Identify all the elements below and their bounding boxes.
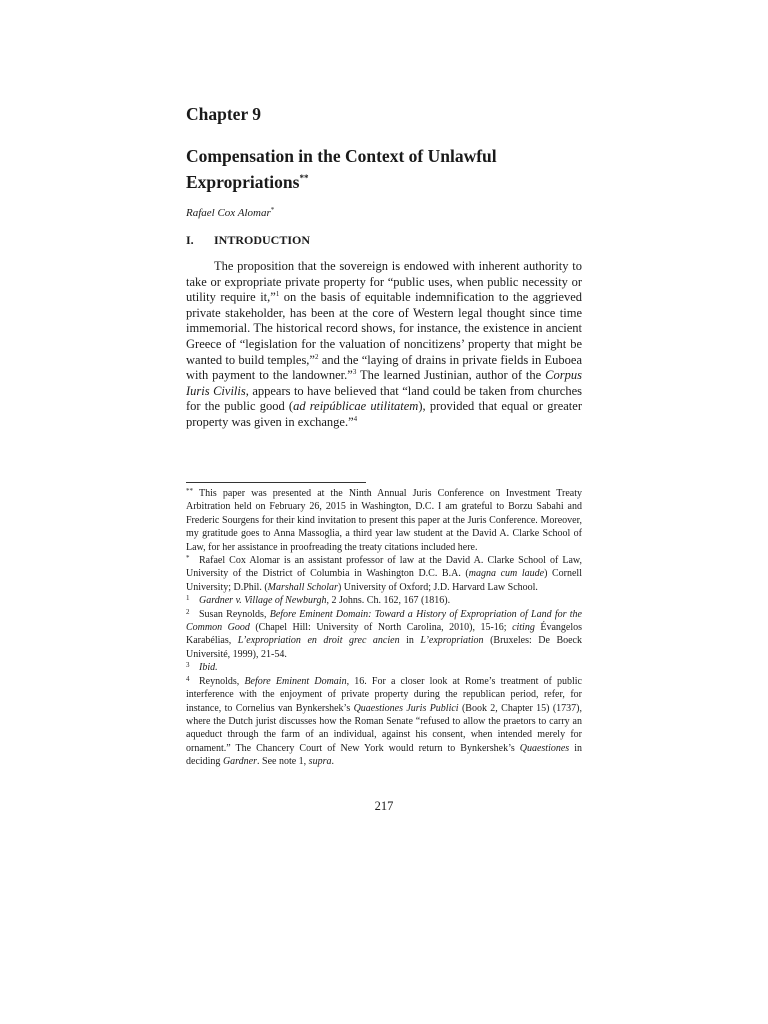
- footnote-text: ) University of Oxford; J.D. Harvard Law School.: [337, 581, 538, 593]
- footnote-italic: Gardner: [222, 756, 258, 768]
- footnote-text: Susan Reynolds,: [199, 608, 270, 620]
- author-name-text: Rafael Cox Alomar: [186, 207, 271, 219]
- section-heading: [186, 233, 310, 248]
- footnote-separator: [186, 482, 366, 483]
- footnote-text: Reynolds,: [199, 675, 245, 687]
- footnote-text: , 2 Johns. Ch. 162, 167 (1816).: [326, 595, 451, 607]
- footnote-1: 1 Gardner v. Village of Newburgh, 2 Johns. Ch. 162, 167 (1816).: [186, 594, 451, 607]
- page-number: 217: [374, 799, 394, 813]
- footnote-text: ) Cornell University; D.Phil. (: [186, 568, 582, 593]
- footnote-ref-1[interactable]: 1: [275, 290, 280, 299]
- section-title: INTRODUCTION: [214, 233, 311, 247]
- footnote-italic: Quaestiones Juris Publici: [353, 702, 459, 714]
- chapter-title: [186, 145, 582, 193]
- footnote-text: (Bruxeles: De Boeck Université, 1999), 21-54.: [186, 635, 582, 660]
- footnote-author-bio: * Rafael Cox Alomar is an assistant professor of law at the David A. Clarke School of Law, University of the District of Columbia in Washington D.C. B.A. (magna cum laude) Cornell University; D.Phil. (Marshall Scholar) University of Oxford; J.D. Harvard Law School.: [186, 554, 582, 593]
- chapter-title-text: Compensation in the Context of Unlawful Expropriations: [186, 146, 497, 192]
- footnote-italic: supra: [308, 756, 332, 768]
- footnote-italic: Ibid.: [199, 662, 218, 674]
- paragraph-text: on the basis of equitable indemnification to the aggrieved private stakeholder, has been at the core of Western legal thought since time immemorial. The historical record shows, for instance, the existence in ancient Greece of “legislation for the valuation of noncitizens’ property that might be wanted to build temples,”: [186, 290, 582, 367]
- paragraph-italic: ad reipúblicae utilitatem: [293, 399, 419, 414]
- paragraph-text: and the “laying of drains in private fields in Euboea with payment to the landowner.”: [186, 352, 582, 383]
- paragraph-text: The proposition that the sovereign is endowed with inherent authority to take or expropriate private property for “public uses, when public necessity or utility require it,”: [186, 259, 582, 305]
- footnote-ref-4[interactable]: 4: [353, 414, 358, 423]
- paragraph-text: ), provided that equal or greater property was given in exchange.”: [186, 399, 582, 429]
- footnote-text: Évangelos Karabélias,: [186, 622, 582, 647]
- chapter-label: Chapter 9: [186, 104, 262, 124]
- footnote-italic: Before Eminent Domain: Toward a History of Expropriation of Land for the Common Good: [186, 608, 583, 634]
- footnote-italic: Before Eminent Domain: [244, 675, 347, 687]
- footnotes-block: [186, 487, 582, 769]
- footnote-italic: L’expropriation: [420, 635, 484, 647]
- footnote-text: (Chapel Hill: University of North Carolina, 2010), 15-16;: [249, 622, 513, 634]
- footnote-3: 3 Ibid.: [186, 661, 218, 674]
- footnote-acknowledgement: ** This paper was presented at the Ninth Annual Juris Conference on Investment Treaty Arbitration held on February 26, 2015 in Washington, D.C. I am grateful to Borzu Sabahi and Frederic Sourgens for their kind invitation to present this paper at the Juris Conference. Moreover, my gratitude goes to Anna Massoglia, a third year law student at the David A. Clarke School of Law, for her assistance in proofreading the treaty citations included here.: [186, 487, 582, 553]
- footnote-ref-3[interactable]: 3: [352, 368, 357, 377]
- title-footnote-marker: **: [299, 173, 309, 183]
- paragraph-italic: Corpus Iuris Civilis: [186, 368, 582, 398]
- footnote-4: 4 Reynolds, Before Eminent Domain, 16. For a closer look at Rome’s treatment of public interference with the enjoyment of private property during the republican period, refer, for instance, to Cornelius van Bynkershek’s Quaestiones Juris Publici (Book 2, Chapter 15) (1737), where the Dutch jurist discusses how the Roman Senate “refused to allow the praetors to carry an aqueduct through the farm of an individual, against his consent, when intended merely for ornament.” The Chancery Court of New York would return to Bynkershek’s Quaestiones in deciding Gardner. See note 1, supra.: [186, 674, 582, 768]
- footnote-italic: citing: [512, 622, 535, 634]
- paragraph-text: The learned Justinian, author of the: [356, 368, 546, 383]
- footnote-text: (Book 2, Chapter 15) (1737), where the Dutch jurist discusses how the Roman Senate “refused to allow the praetors to carry an aqueduct through the farm of an individual, against his consent, when intended merely for ornament.” The Chancery Court of New York would return to Bynkershek’s: [186, 702, 582, 754]
- author-name: [186, 206, 274, 219]
- footnote-italic: Gardner v. Village of Newburgh: [199, 595, 327, 607]
- footnote-text: in deciding: [186, 742, 582, 768]
- footnote-italic: L’expropriation en droit grec ancien: [237, 635, 400, 647]
- footnote-ref-2[interactable]: 2: [314, 352, 319, 361]
- footnote-text: , 16. For a closer look at Rome’s treatment of public interference with the enjoyment of private property during the republican period, refer, for instance, to Cornelius van Bynkershek’s: [186, 675, 582, 714]
- footnote-2: 2 Susan Reynolds, Before Eminent Domain: Toward a History of Expropriation of Land for the Common Good (Chapel Hill: University of North Carolina, 2010), 15-16; citing Évangelos Karabélias, L’expropriation en droit grec ancien in L’expropriation (Bruxeles: De Boeck Université, 1999), 21-54.: [186, 607, 583, 660]
- section-number: I.: [186, 233, 194, 247]
- footnote-italic: Marshall Scholar: [267, 581, 338, 593]
- introduction-paragraph: [186, 259, 582, 431]
- footnote-text: . See note 1,: [257, 756, 309, 768]
- paragraph-text: , appears to have believed that “land could be taken from churches for the public good (: [186, 383, 582, 414]
- footnote-text: Rafael Cox Alomar is an assistant professor of law at the David A. Clarke School of Law, University of the District of Columbia in Washington D.C. B.A. (: [186, 555, 582, 580]
- footnote-italic: magna cum laude: [468, 568, 545, 580]
- author-footnote-marker: *: [270, 206, 275, 214]
- footnote-text: .: [331, 756, 334, 768]
- footnote-text: in: [399, 635, 421, 647]
- footnote-text: This paper was presented at the Ninth Annual Juris Conference on Investment Treaty Arbitration held on February 26, 2015 in Washington, D.C. I am grateful to Borzu Sabahi and Frederic Sourgens for their kind invitation to present this paper at the Juris Conference. Moreover, my gratitude goes to Anna Massoglia, a third year law student at the David A. Clarke School of Law, for her assistance in proofreading the treaty citations included here.: [186, 488, 582, 553]
- footnote-italic: Quaestiones: [519, 742, 570, 754]
